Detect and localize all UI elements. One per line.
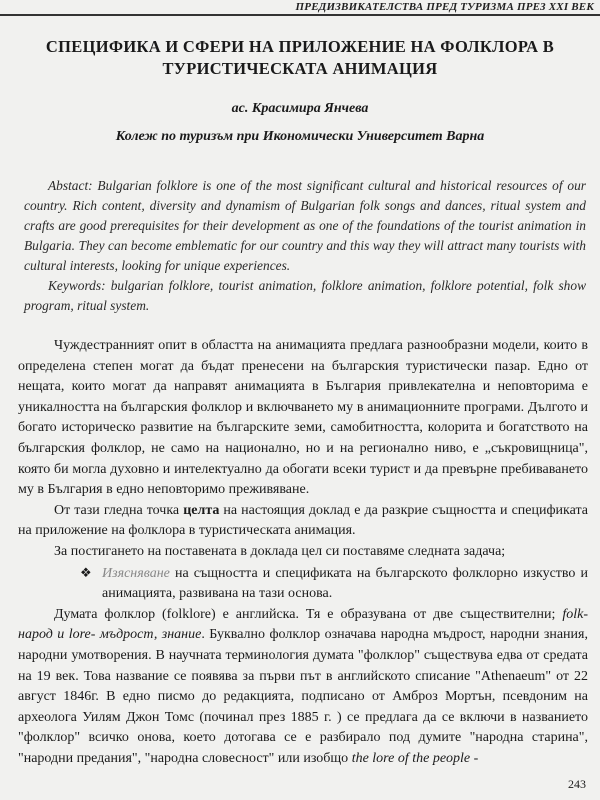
paragraph-goal — [18, 501, 588, 542]
page-number: 243 — [568, 777, 586, 791]
running-header: ПРЕДИЗВИКАТЕЛСТВА ПРЕД ТУРИЗМА ПРЕЗ XXI ВЕК — [0, 0, 600, 16]
diamond-bullet-icon: ❖ — [80, 564, 92, 580]
etymology-italic-terms: folk- народ и lore- мъдрост, знание — [18, 606, 588, 643]
paragraph-goal-end: на настоящия доклад е да разкрие същността и спецификата на приложение на фолклора в туристическата анимация. — [18, 502, 588, 539]
paragraph-etymology — [18, 605, 588, 770]
etymology-part-b: . Буквално фолклор означава народна мъдрост, народни знания, народни умотворения. В научната терминология думата "фолклор" съществува едва от средата на 19 век. Това название се появява за първи път в английското списание "Athenaeum" от 22 август 1846г. В едно писмо до редакцията, подписано от Амброз Мортън, псевдоним на археолога Уилям Джон Томс (починал през 1885 г. ) се предлага да се включи в названието "фолклор" всичко онова, което дотогава се е разбирало под думите "народна старина", "народни предания", "народна словесност" или изобщо — [18, 627, 588, 766]
etymology-part-a: Думата фолклор (folklore) е английска. Тя е образувана от две съществителни; — [54, 606, 563, 622]
etymology-part-c: - — [470, 750, 479, 766]
lore-of-people-italic: the lore of the people — [351, 750, 471, 766]
abstract-text: Abstact: Bulgarian folklore is one of the most significant cultural and historical resources of our country. Rich content, diversity and dynamism of Bulgarian folk songs and dances, ritual system and crafts are good prerequisites for their development as one of the foundations of the tourist animation in Bulgaria. They can become emblematic for our country and this way they will attract many tourists with cultural interests, looking for unique experiences. — [24, 178, 586, 273]
paragraph-goal-start: От тази гледна точка — [54, 502, 184, 518]
author-affiliation: Колеж по туризъм при Икономически Университет Варна — [115, 129, 485, 144]
abstract-section — [24, 176, 586, 316]
bullet-faded-word: Изясняване — [102, 565, 170, 581]
body-text — [18, 336, 588, 769]
paragraph-intro: Чуждестранният опит в областта на анимацията предлага разнообразни модели, които в определена степен могат да бъдат пренесени на българския туристически пазар. Едно от нещата, които могат да направят анимацията в България привлекателна и неповторима е уникалността на българския фолклор и включването му в анимационните програми. Дългото и богато историческо развитие на българските земи, самобитността, колорита и богатството на българския фолклор, не само на национално, но и на регионално ниво, е „съкровищница", която би могла духовно и интелектуално да обогати всеки турист и да превърне пребиваването му в България в едно неповторимо преживяване. — [18, 338, 588, 498]
article-title: СПЕЦИФИКА И СФЕРИ НА ПРИЛОЖЕНИЕ НА ФОЛКЛОРА В ТУРИСТИЧЕСКАТА АНИМАЦИЯ — [45, 37, 555, 78]
author-name: ас. Красимира Янчева — [231, 101, 369, 116]
paragraph-task: За постигането на поставената в доклада цел си поставяме следната задача; — [54, 543, 506, 559]
bullet-text: на същността и спецификата на българското фолклорно изкуство и анимацията, развивана на тази основа. — [102, 565, 588, 602]
keywords-text: Keywords: bulgarian folklore, tourist animation, folklore animation, folklore potential, folk show program, ritual system. — [24, 278, 586, 313]
goal-keyword: целта — [183, 502, 220, 518]
task-bullet-item — [18, 563, 588, 605]
